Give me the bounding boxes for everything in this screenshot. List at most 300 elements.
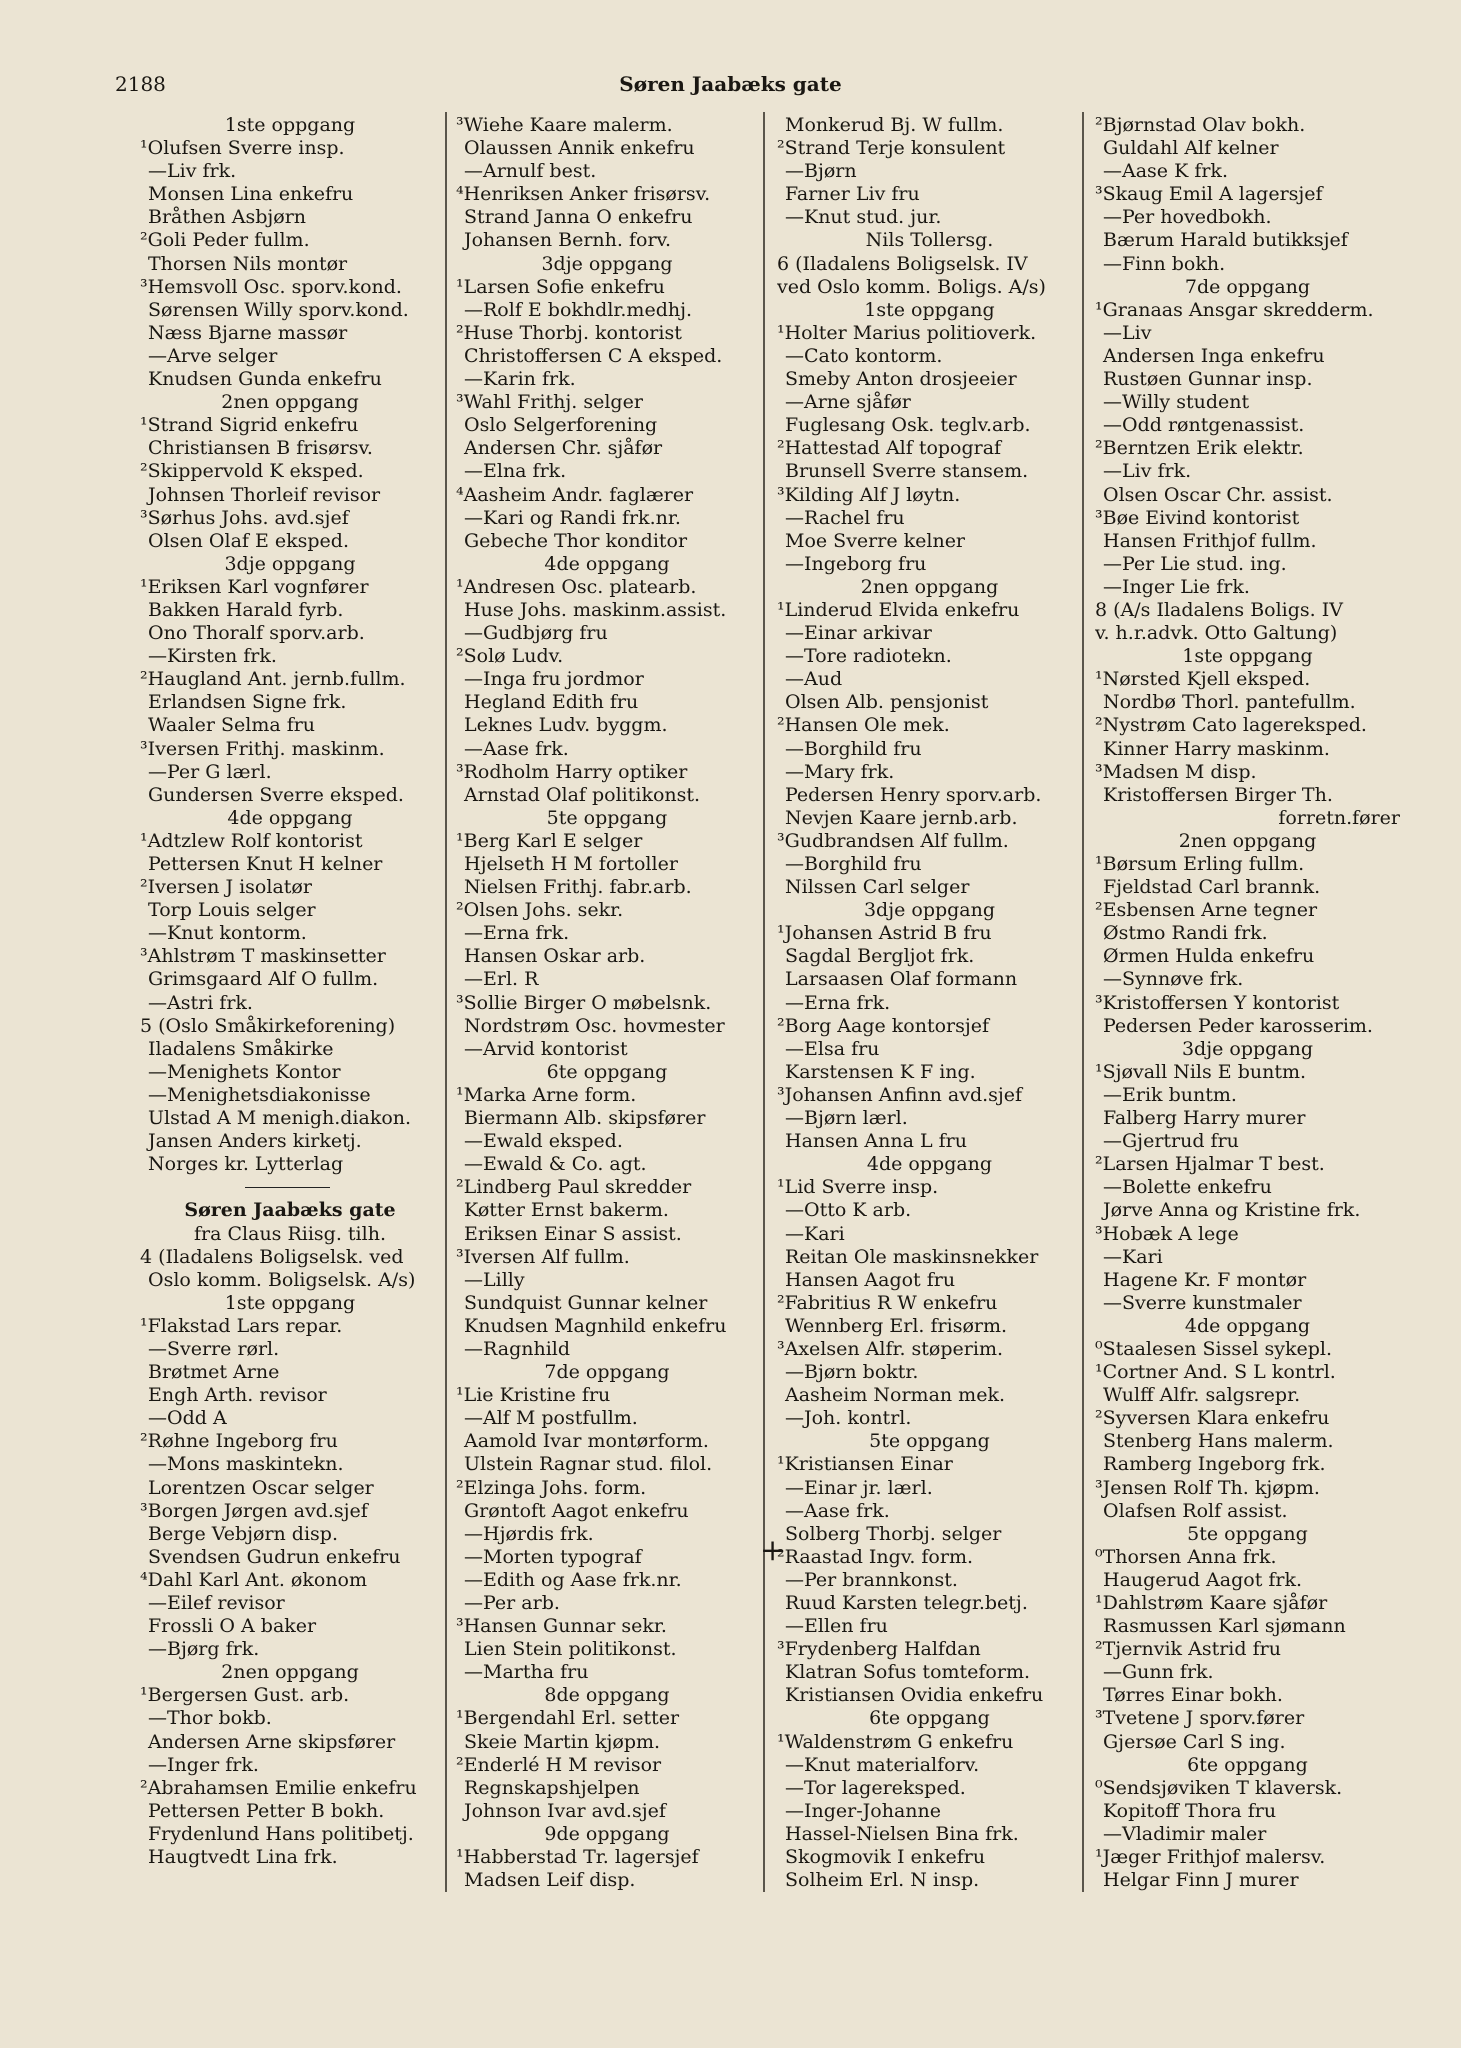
directory-entry: —Lilly	[464, 1268, 525, 1291]
directory-entry: Sørensen Willy sporv.kond.	[148, 298, 409, 321]
section-rule	[140, 1176, 440, 1199]
directory-entry: Lorentzen Oscar selger	[148, 1476, 374, 1499]
directory-entry: —Kari og Randi frk.nr.	[464, 506, 681, 529]
directory-entry: —Vladimir maler	[1103, 1822, 1267, 1845]
directory-entry: —Eilef revisor	[148, 1592, 285, 1614]
directory-entry: forretn.fører	[1278, 806, 1400, 829]
directory-entry: ³Sørhus Johs. avd.sjef	[140, 506, 349, 529]
directory-entry: —Thor bokb.	[148, 1707, 272, 1730]
section-heading: 4de oppgang	[866, 1153, 993, 1176]
section-heading: fra Claus Riisg. tilh.	[194, 1222, 386, 1245]
directory-entry: —Cato kontorm.	[785, 344, 943, 367]
directory-entry: ¹Strand Sigrid enkefru	[140, 414, 359, 437]
directory-entry: Rasmussen Karl sjømann	[1103, 1615, 1346, 1638]
directory-entry: —Arne sjåfør	[785, 391, 911, 414]
directory-entry: Rustøen Gunnar insp.	[1103, 368, 1313, 391]
directory-entry: —Finn bokh.	[1103, 252, 1226, 275]
directory-entry: ²Enderlé H M revisor	[456, 1753, 662, 1776]
directory-entry: Oslo Selgerforening	[464, 414, 658, 437]
directory-entry: Lien Stein politikonst.	[464, 1638, 677, 1661]
directory-entry: 8 (A/s Iladalens Boligs. IV	[1095, 598, 1343, 621]
directory-entry: ³Iversen Alf fullm.	[456, 1245, 630, 1268]
directory-entry: Regnskapshjelpen	[464, 1776, 640, 1799]
page-title: Søren Jaabæks gate	[619, 72, 842, 96]
directory-entry: Østmo Randi frk.	[1103, 922, 1268, 945]
directory-entry: ²Huse Thorbj. kontorist	[456, 321, 682, 344]
directory-entry: v. h.r.advk. Otto Galtung)	[1095, 622, 1338, 645]
directory-entry: Gebeche Thor konditor	[464, 529, 688, 552]
directory-entry: Norges kr. Lytterlag	[148, 1153, 344, 1176]
directory-entry: Hansen Oskar arb.	[464, 945, 646, 968]
directory-entry: Haugtvedt Lina frk.	[148, 1846, 338, 1869]
directory-entry: ¹Kristiansen Einar	[777, 1453, 953, 1476]
directory-entry: Madsen Leif disp.	[464, 1869, 636, 1892]
directory-entry: —Knut materialforv.	[785, 1753, 980, 1776]
directory-entry: Hassel-Nielsen Bina frk.	[785, 1822, 1019, 1845]
directory-entry: —Borghild fru	[785, 737, 922, 760]
directory-entry: —Edith og Aase frk.nr.	[464, 1568, 682, 1591]
directory-entry: ²Hattestad Alf topograf	[777, 437, 1002, 460]
directory-entry: Pettersen Petter B bokh.	[148, 1799, 385, 1822]
directory-entry: —Mary frk.	[785, 760, 895, 783]
directory-entry: Nevjen Kaare jernb.arb.	[785, 806, 1018, 829]
directory-entry: ¹Marka Arne form.	[456, 1083, 637, 1106]
directory-entry: —Liv	[1103, 321, 1152, 344]
directory-entry: ¹Granaas Ansgar skredderm.	[1095, 298, 1374, 321]
directory-entry: Nordbø Thorl. pantefullm.	[1103, 691, 1356, 714]
directory-entry: Sundquist Gunnar kelner	[464, 1291, 708, 1314]
directory-entry: ²Goli Peder fullm.	[140, 229, 310, 252]
directory-entry: —Inga fru jordmor	[464, 668, 644, 691]
directory-entry: —Elsa fru	[785, 1037, 880, 1060]
directory-entry: Johnson Ivar avd.sjef	[464, 1799, 666, 1822]
directory-entry: ³Madsen M disp.	[1095, 760, 1257, 783]
directory-entry: —Per brannkonst.	[785, 1568, 958, 1591]
directory-entry: Næss Bjarne massør	[148, 321, 348, 344]
directory-entry: Reitan Ole maskinsnekker	[785, 1245, 1039, 1268]
directory-entry: Nilssen Carl selger	[785, 876, 970, 899]
directory-entry: Thorsen Nils montør	[148, 252, 348, 275]
directory-entry: ²Borg Aage kontorsjef	[777, 1014, 990, 1037]
directory-entry: ²Røhne Ingeborg fru	[140, 1430, 338, 1453]
directory-entry: —Ingeborg fru	[785, 552, 927, 575]
section-heading: 1ste oppgang	[864, 298, 995, 321]
directory-entry: ¹Bergendahl Erl. setter	[456, 1707, 680, 1730]
directory-entry: ¹Andresen Osc. platearb.	[456, 575, 697, 598]
directory-entry: ³Wahl Frithj. selger	[456, 391, 643, 414]
directory-entry: ²Raastad Ingv. form.	[777, 1545, 974, 1568]
directory-entry: Fjeldstad Carl brannk.	[1103, 876, 1321, 899]
directory-entry: —Bjørg frk.	[148, 1638, 260, 1661]
directory-entry: Nordstrøm Osc. hovmester	[464, 1014, 725, 1037]
directory-entry: Strand Janna O enkefru	[464, 206, 693, 229]
directory-entry: ¹Waldenstrøm G enkefru	[777, 1730, 1014, 1753]
directory-entry: ³Johansen Anfinn avd.sjef	[777, 1083, 1023, 1106]
directory-entry: ⁰Staalesen Sissel sykepl.	[1095, 1337, 1332, 1360]
directory-entry: Wennberg Erl. frisørm.	[785, 1314, 1008, 1337]
directory-entry: Gjersøe Carl S ing.	[1103, 1730, 1286, 1753]
directory-entry: —Arvid kontorist	[464, 1037, 628, 1060]
directory-entry: Christiansen B frisørsv.	[148, 437, 373, 460]
directory-entry: Guldahl Alf kelner	[1103, 137, 1279, 160]
directory-entry: Skeie Martin kjøpm.	[464, 1730, 661, 1753]
directory-entry: Hansen Anna L fru	[785, 1130, 967, 1153]
directory-entry: ³Axelsen Alfr. støperim.	[777, 1337, 1003, 1360]
directory-entry: Smeby Anton drosjeeier	[785, 368, 1017, 391]
directory-entry: Bærum Harald butikksjef	[1103, 229, 1348, 252]
directory-entry: Olaussen Annik enkefru	[464, 137, 695, 160]
directory-entry: —Hjørdis frk.	[464, 1522, 594, 1545]
directory-entry: —Rolf E bokhdlr.medhj.	[464, 298, 693, 321]
directory-entry: 4 (Iladalens Boligselsk. ved	[140, 1245, 404, 1268]
directory-entry: Hegland Edith fru	[464, 691, 639, 714]
directory-entry: ¹Adtzlew Rolf kontorist	[140, 829, 363, 852]
directory-entry: Torp Louis selger	[148, 899, 316, 922]
directory-entry: —Martha fru	[464, 1661, 589, 1684]
column-divider	[1082, 112, 1084, 1892]
directory-entry: —Willy student	[1103, 391, 1250, 414]
directory-entry: —Kari	[785, 1222, 845, 1245]
directory-entry: ¹Nørsted Kjell eksped.	[1095, 668, 1311, 691]
directory-entry: Engh Arth. revisor	[148, 1384, 327, 1407]
section-heading: 1ste oppgang	[224, 114, 356, 136]
directory-entry: ²Nystrøm Cato lagereksped.	[1095, 714, 1367, 737]
directory-entry: ²Olsen Johs. sekr.	[456, 899, 624, 922]
directory-entry: ¹Jæger Frithjof malersv.	[1095, 1846, 1326, 1869]
directory-entry: Olsen Oscar Chr. assist.	[1103, 483, 1333, 506]
directory-entry: ¹Dahlstrøm Kaare sjåfør	[1095, 1592, 1328, 1614]
directory-entry: Tørres Einar bokh.	[1103, 1684, 1283, 1707]
directory-entry: Svendsen Gudrun enkefru	[148, 1545, 401, 1568]
directory-entry: Eriksen Einar S assist.	[464, 1222, 682, 1245]
directory-entry: Skogmovik I enkefru	[785, 1846, 986, 1869]
directory-entry: —Tor lagereksped.	[785, 1776, 966, 1799]
directory-entry: ¹Olufsen Sverre insp.	[140, 137, 345, 160]
directory-entry: Pedersen Henry sporv.arb.	[785, 783, 1042, 806]
directory-entry: ¹Linderud Elvida enkefru	[777, 598, 1020, 621]
directory-entry: —Bjørn	[785, 160, 857, 183]
directory-entry: ¹Cortner And. S L kontrl.	[1095, 1361, 1336, 1384]
directory-entry: ¹Lid Sverre insp.	[777, 1176, 939, 1199]
directory-entry: Andersen Inga enkefru	[1103, 344, 1325, 367]
directory-entry: —Erik buntm.	[1103, 1083, 1237, 1106]
directory-entry: —Sverre kunstmaler	[1103, 1291, 1302, 1314]
directory-entry: —Aase frk.	[464, 737, 569, 760]
directory-entry: ¹Johansen Astrid B fru	[777, 922, 992, 945]
directory-entry: Leknes Ludv. byggm.	[464, 714, 668, 737]
directory-entry: ³Hobæk A lege	[1095, 1222, 1239, 1245]
directory-entry: Moe Sverre kelner	[785, 529, 966, 552]
directory-entry: ³Sollie Birger O møbelsnk.	[456, 991, 712, 1014]
directory-entry: —Ragnhild	[464, 1337, 571, 1360]
section-heading: 2nen oppgang	[221, 391, 359, 414]
directory-entry: —Erna frk.	[785, 991, 891, 1014]
directory-entry: Andersen Chr. sjåfør	[464, 437, 663, 460]
directory-entry: ³Ahlstrøm T maskinsetter	[140, 945, 386, 968]
directory-entry: ¹Flakstad Lars repar.	[140, 1314, 343, 1337]
directory-entry: Waaler Selma fru	[148, 714, 316, 737]
directory-entry: —Astri frk.	[148, 991, 253, 1014]
directory-column-2	[456, 114, 758, 1892]
directory-entry: ³Rodholm Harry optiker	[456, 760, 688, 783]
directory-entry: ³Tvetene J sporv.fører	[1095, 1707, 1305, 1730]
directory-entry: Gundersen Sverre eksped.	[148, 783, 404, 806]
directory-entry: Frydenlund Hans politibetj.	[148, 1822, 414, 1845]
directory-entry: —Arnulf best.	[464, 160, 597, 183]
directory-entry: Erlandsen Signe frk.	[148, 691, 347, 714]
section-heading: 3dje oppgang	[541, 252, 673, 275]
directory-entry: ¹Larsen Sofie enkefru	[456, 275, 665, 298]
directory-entry: —Tore radiotekn.	[785, 645, 952, 668]
directory-entry: —Inger Lie frk.	[1103, 575, 1250, 598]
section-heading: 5te oppgang	[869, 1430, 990, 1453]
directory-entry: ²Solø Ludv.	[456, 645, 564, 668]
directory-entry: Farner Liv fru	[785, 183, 920, 206]
directory-entry: Klatran Sofus tomteform.	[785, 1661, 1031, 1684]
directory-entry: ²Larsen Hjalmar T best.	[1095, 1153, 1325, 1176]
directory-entry: Bakken Harald fyrb.	[148, 598, 344, 621]
directory-entry: ¹Bergersen Gust. arb.	[140, 1684, 350, 1707]
directory-entry: Haugerud Aagot frk.	[1103, 1568, 1303, 1591]
directory-entry: —Inger-Johanne	[785, 1799, 941, 1822]
section-heading: 1ste oppgang	[1182, 645, 1313, 668]
section-heading: 8de oppgang	[544, 1684, 670, 1707]
directory-entry: ⁴Dahl Karl Ant. økonom	[140, 1568, 368, 1591]
directory-entry: Larsaasen Olaf formann	[785, 968, 1018, 991]
directory-entry: Helgar Finn J murer	[1103, 1869, 1299, 1892]
directory-entry: ¹Eriksen Karl vognfører	[140, 575, 369, 598]
directory-entry: Ørmen Hulda enkefru	[1103, 945, 1315, 968]
section-heading: Søren Jaabæks gate	[184, 1199, 396, 1222]
directory-entry: ²Bjørnstad Olav bokh.	[1095, 114, 1306, 136]
directory-entry: —Aase frk.	[785, 1499, 890, 1522]
directory-entry: ²Haugland Ant. jernb.fullm.	[140, 668, 406, 691]
section-heading: 6te oppgang	[1187, 1753, 1308, 1776]
directory-entry: —Karin frk.	[464, 368, 576, 391]
section-heading: 4de oppgang	[227, 806, 353, 829]
directory-entry: —Bolette enkefru	[1103, 1176, 1272, 1199]
directory-entry: —Einar jr. lærl.	[785, 1476, 933, 1499]
directory-entry: —Gunn frk.	[1103, 1661, 1214, 1684]
directory-entry: Stenberg Hans malerm.	[1103, 1430, 1334, 1453]
section-heading: 2nen oppgang	[860, 575, 999, 598]
directory-entry: —Ewald eksped.	[464, 1130, 623, 1153]
directory-entry: Biermann Alb. skipsfører	[464, 1107, 706, 1130]
directory-entry: Iladalens Småkirke	[148, 1037, 334, 1060]
directory-entry: Oslo komm. Boligselsk. A/s)	[148, 1268, 416, 1291]
directory-entry: Pettersen Knut H kelner	[148, 853, 383, 875]
directory-entry: ²Syversen Klara enkefru	[1095, 1407, 1330, 1430]
directory-entry: ved Oslo komm. Boligs. A/s)	[777, 275, 1046, 298]
directory-entry: Frossli O A baker	[148, 1615, 317, 1638]
directory-entry: —Rachel fru	[785, 506, 905, 529]
directory-entry: Andersen Arne skipsfører	[148, 1730, 396, 1753]
directory-entry: Olsen Alb. pensjonist	[785, 691, 989, 714]
directory-entry: Bråthen Asbjørn	[148, 206, 307, 229]
directory-entry: —Aud	[785, 668, 843, 691]
section-heading: 5te oppgang	[1187, 1522, 1308, 1545]
directory-entry: Kinner Harry maskinm.	[1103, 737, 1330, 760]
directory-entry: Arnstad Olaf politikonst.	[464, 783, 701, 806]
directory-entry: Grimsgaard Alf O fullm.	[148, 968, 379, 991]
section-heading: 1ste oppgang	[224, 1291, 356, 1314]
directory-entry: —Per arb.	[464, 1592, 560, 1614]
cross-mark: +	[760, 1533, 786, 1568]
section-heading: 3dje oppgang	[1181, 1037, 1314, 1060]
directory-entry: —Liv frk.	[1103, 460, 1192, 483]
directory-entry: Wulff Alfr. salgsrepr.	[1103, 1384, 1301, 1407]
directory-entry: ²Skippervold K eksped.	[140, 460, 364, 483]
section-heading: 9de oppgang	[544, 1822, 670, 1845]
directory-entry: Solberg Thorbj. selger	[785, 1522, 1002, 1545]
section-heading: 6te oppgang	[546, 1060, 668, 1083]
directory-entry: Monkerud Bj. W fullm.	[785, 114, 1004, 136]
directory-entry: ¹Sjøvall Nils E buntm.	[1095, 1060, 1307, 1083]
directory-entry: ²Fabritius R W enkefru	[777, 1291, 998, 1314]
directory-entry: Aamold Ivar montørform.	[464, 1430, 709, 1453]
directory-entry: —Erna frk.	[464, 922, 570, 945]
directory-entry: Ulstein Ragnar stud. filol.	[464, 1453, 713, 1476]
directory-entry: —Bjørn lærl.	[785, 1107, 908, 1130]
directory-entry: —Borghild fru	[785, 853, 922, 875]
directory-entry: —Menighets Kontor	[148, 1060, 341, 1083]
directory-entry: 5 (Oslo Småkirkeforening)	[140, 1014, 396, 1037]
directory-entry: Ruud Karsten telegr.betj.	[785, 1592, 1028, 1614]
section-heading: Nils Tollersg.	[865, 229, 994, 252]
directory-entry: Pedersen Peder karosserim.	[1103, 1014, 1373, 1037]
directory-entry: —Elna frk.	[464, 460, 567, 483]
directory-entry: —Odd røntgenassist.	[1103, 414, 1305, 437]
directory-entry: —Per G lærl.	[148, 760, 272, 783]
directory-entry: ²Berntzen Erik elektr.	[1095, 437, 1304, 460]
directory-entry: Ulstad A M menigh.diakon.	[148, 1107, 412, 1130]
directory-entry: Johansen Bernh. forv.	[464, 229, 672, 252]
directory-entry: Kristiansen Ovidia enkefru	[785, 1684, 1044, 1707]
directory-entry: Sagdal Bergljot frk.	[785, 945, 975, 968]
directory-entry: ³Skaug Emil A lagersjef	[1095, 183, 1323, 206]
directory-entry: —Odd A	[148, 1407, 227, 1430]
directory-entry: —Per hovedbokh.	[1103, 206, 1272, 229]
directory-entry: Hjelseth H M fortoller	[464, 853, 678, 875]
directory-entry: ⁰Thorsen Anna frk.	[1095, 1545, 1277, 1568]
directory-entry: —Kirsten frk.	[148, 645, 277, 668]
directory-entry: 6 (Iladalens Boligselsk. IV	[777, 252, 1028, 275]
directory-entry: ²Hansen Ole mek.	[777, 714, 950, 737]
directory-column-3	[777, 114, 1082, 1892]
column-divider	[763, 112, 765, 1892]
directory-entry: Nielsen Frithj. fabr.arb.	[464, 876, 692, 899]
directory-entry: Karstensen K F ing.	[785, 1060, 976, 1083]
section-heading: 4de oppgang	[1184, 1314, 1311, 1337]
section-heading: 4de oppgang	[544, 552, 670, 575]
directory-entry: —Ellen fru	[785, 1615, 888, 1638]
directory-entry: ³Hemsvoll Osc. sporv.kond.	[140, 275, 402, 298]
directory-entry: Jørve Anna og Kristine frk.	[1103, 1199, 1361, 1222]
directory-entry: Fuglesang Osk. teglv.arb.	[785, 414, 1031, 437]
directory-entry: ⁰Sendsjøviken T klaversk.	[1095, 1776, 1343, 1799]
directory-entry: Hagene Kr. F montør	[1103, 1268, 1307, 1291]
page-number: 2188	[115, 72, 166, 96]
directory-entry: Kopitoff Thora fru	[1103, 1799, 1277, 1822]
directory-entry: ²Esbensen Arne tegner	[1095, 899, 1318, 922]
directory-entry: Brøtmet Arne	[148, 1361, 280, 1384]
directory-entry: —Gudbjørg fru	[464, 622, 608, 645]
directory-entry: ³Borgen Jørgen avd.sjef	[140, 1499, 368, 1522]
directory-entry: Berge Vebjørn disp.	[148, 1522, 338, 1545]
directory-entry: —Liv frk.	[148, 160, 237, 183]
directory-entry: —Morten typograf	[464, 1545, 642, 1568]
directory-entry: ¹Berg Karl E selger	[456, 829, 643, 852]
directory-entry: —Sverre rørl.	[148, 1337, 280, 1360]
directory-entry: Olafsen Rolf assist.	[1103, 1499, 1288, 1522]
directory-entry: ³Frydenberg Halfdan	[777, 1638, 981, 1661]
directory-entry: —Menighetsdiakonisse	[148, 1083, 371, 1106]
directory-entry: —Knut kontorm.	[148, 922, 307, 945]
section-heading: 7de oppgang	[1184, 275, 1311, 298]
directory-entry: Falberg Harry murer	[1103, 1107, 1306, 1130]
directory-entry: ³Bøe Eivind kontorist	[1095, 506, 1300, 529]
directory-entry: —Kari	[1103, 1245, 1163, 1268]
directory-entry: —Per Lie stud. ing.	[1103, 552, 1287, 575]
directory-entry: Hansen Aagot fru	[785, 1268, 956, 1291]
directory-entry: —Joh. kontrl.	[785, 1407, 912, 1430]
directory-entry: —Arve selger	[148, 344, 278, 367]
section-heading: 6te oppgang	[869, 1707, 990, 1730]
directory-entry: ³Jensen Rolf Th. kjøpm.	[1095, 1476, 1320, 1499]
directory-entry: ¹Holter Marius politioverk.	[777, 321, 1037, 344]
directory-entry: ²Tjernvik Astrid fru	[1095, 1638, 1281, 1661]
section-heading: 7de oppgang	[544, 1361, 670, 1384]
directory-entry: Køtter Ernst bakerm.	[464, 1199, 669, 1222]
directory-entry: Kristoffersen Birger Th.	[1103, 783, 1333, 806]
directory-entry: Ono Thoralf sporv.arb.	[148, 622, 365, 645]
directory-entry: —Otto K arb.	[785, 1199, 912, 1222]
directory-entry: Christoffersen C A eksped.	[464, 344, 723, 367]
directory-entry: —Bjørn boktr.	[785, 1361, 919, 1384]
directory-entry: ¹Habberstad Tr. lagersjef	[456, 1846, 699, 1869]
directory-entry: Hansen Frithjof fullm.	[1103, 529, 1317, 552]
directory-entry: ⁴Aasheim Andr. faglærer	[456, 483, 694, 506]
directory-entry: ³Hansen Gunnar sekr.	[456, 1615, 667, 1638]
directory-entry: ⁴Henriksen Anker frisørsv.	[456, 183, 711, 206]
directory-column-4	[1095, 114, 1400, 1892]
directory-entry: —Gjertrud fru	[1103, 1130, 1239, 1153]
directory-entry: ²Strand Terje konsulent	[777, 137, 1006, 160]
directory-entry: —Inger frk.	[148, 1753, 259, 1776]
directory-entry: —Alf M postfullm.	[464, 1407, 638, 1430]
directory-entry: ¹Børsum Erling fullm.	[1095, 853, 1305, 875]
directory-entry: Olsen Olaf E eksped.	[148, 529, 350, 552]
directory-entry: ³Wiehe Kaare malerm.	[456, 114, 673, 136]
directory-entry: ²Elzinga Johs. form.	[456, 1476, 647, 1499]
directory-entry: ²Lindberg Paul skredder	[456, 1176, 692, 1199]
directory-entry: —Ewald & Co. agt.	[464, 1153, 647, 1176]
directory-column-1	[140, 114, 440, 1869]
directory-entry: ¹Lie Kristine fru	[456, 1384, 611, 1407]
directory-entry: —Mons maskintekn.	[148, 1453, 344, 1476]
directory-entry: Monsen Lina enkefru	[148, 183, 354, 206]
column-divider	[445, 112, 447, 1892]
directory-entry: Grøntoft Aagot enkefru	[464, 1499, 689, 1522]
directory-entry: ³Gudbrandsen Alf fullm.	[777, 829, 1009, 852]
directory-entry: ³Iversen Frithj. maskinm.	[140, 737, 385, 760]
directory-entry: —Einar arkivar	[785, 622, 932, 645]
directory-entry: Jansen Anders kirketj.	[148, 1130, 362, 1153]
section-heading: 5te oppgang	[546, 806, 668, 829]
directory-entry: Johnsen Thorleif revisor	[148, 483, 381, 506]
directory-entry: ³Kristoffersen Y kontorist	[1095, 991, 1340, 1014]
section-heading: 2nen oppgang	[1178, 829, 1317, 852]
